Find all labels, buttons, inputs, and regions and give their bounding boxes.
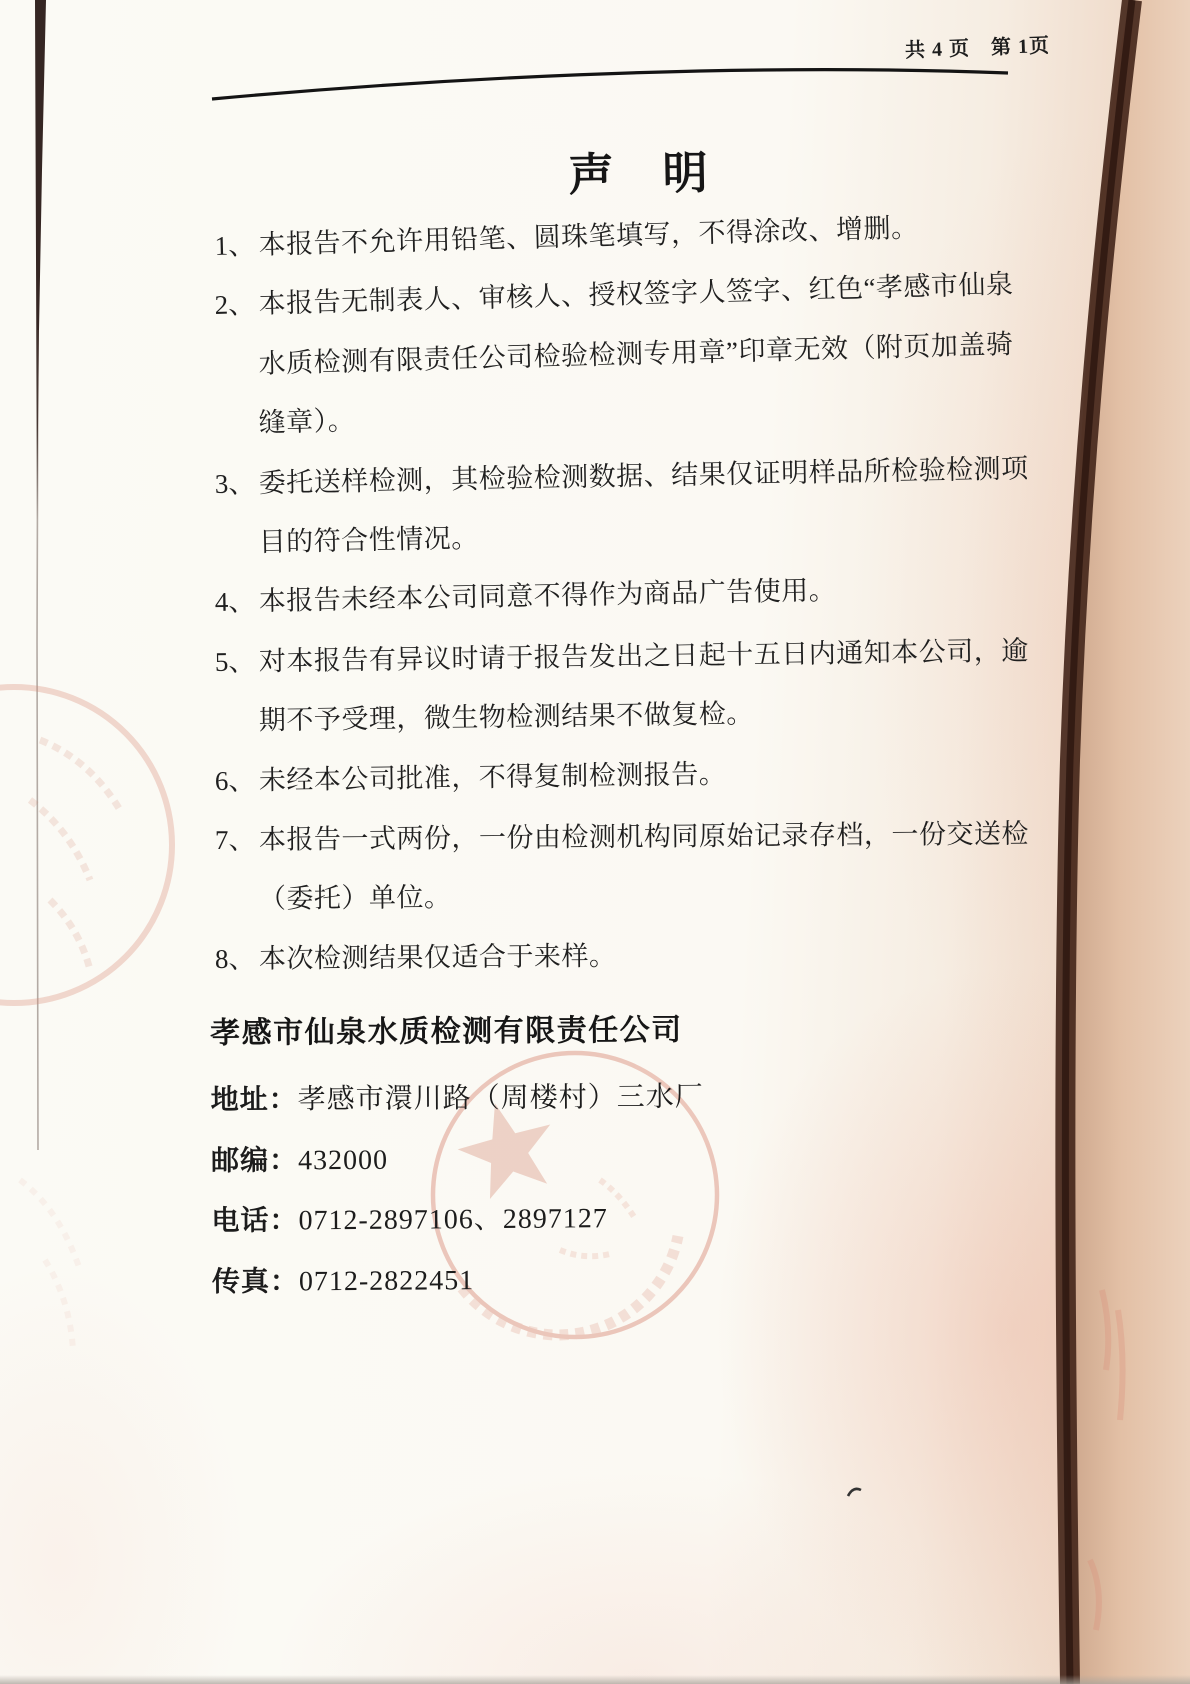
item-number: 2、 [214, 289, 256, 321]
item-number: 1、 [214, 229, 256, 261]
contact-line-postcode [211, 1134, 911, 1199]
declaration-line [215, 934, 1027, 1000]
item-text: （委托）单位。 [258, 882, 452, 914]
contact-value: 0712-2897106、2897127 [298, 1203, 608, 1237]
contact-value: 0712-2822451 [298, 1264, 475, 1297]
page-number-indicator: 共 4 页 第 1页 [904, 34, 1051, 62]
company-info-block [210, 1003, 912, 1320]
contact-line-address [210, 1073, 910, 1138]
item-number: 3、 [214, 467, 256, 499]
item-text: 本报告一式两份，一份由检测机构同原始记录存档，一份交送检 [258, 818, 1030, 855]
left-binding-sliver [35, 0, 46, 520]
contact-label: 地址： [210, 1083, 298, 1115]
contact-line-phone [211, 1194, 911, 1259]
item-number [214, 524, 258, 525]
contact-value: 孝感市澴川路（周楼村）三水厂 [297, 1081, 704, 1116]
left-binding-crease [37, 330, 38, 1150]
declaration-line [214, 816, 1030, 882]
item-text: 委托送样检测，其检验检测数据、结果仅证明样品所检验检测项 [258, 452, 1029, 498]
declaration-list [214, 212, 1030, 1000]
declaration-line [215, 751, 1028, 822]
page-edge-core-line [1065, 0, 1132, 1684]
item-text: 本报告未经本公司同意不得作为商品广告使用。 [258, 575, 837, 617]
partial-seal-text-marks [30, 740, 120, 970]
item-number [214, 405, 258, 406]
item-text: 目的符合性情况。 [258, 522, 480, 558]
item-number: 5、 [214, 646, 256, 677]
header-rule-line [212, 70, 1008, 99]
bottom-scan-edge [0, 1675, 1190, 1684]
item-text: 缝章）。 [258, 405, 356, 439]
item-text: 期不予受理，微生物检测结果不做复检。 [258, 698, 754, 736]
item-text: 本报告无制表人、审核人、授权签字人签字、红色“孝感市仙泉 [258, 269, 1014, 320]
item-text: 本次检测结果仅适合于来样。 [258, 940, 617, 974]
item-text: 对本报告有异议时请于报告发出之日起十五日内通知本公司，逾 [258, 635, 1029, 677]
contact-value: 432000 [297, 1144, 389, 1176]
page-stack-background [1064, 0, 1190, 1684]
company-name: 孝感市仙泉水质检测有限责任公司 [210, 1013, 683, 1050]
stray-ink-mark [848, 1489, 861, 1496]
item-number: 4、 [214, 586, 256, 618]
item-text: 未经本公司批准，不得复制检测报告。 [258, 758, 727, 795]
contact-line-fax [212, 1255, 912, 1320]
contact-label: 传真： [211, 1264, 300, 1297]
item-text: 本报告不允许用铅笔、圆珠笔填写，不得涂改、增删。 [258, 212, 919, 260]
partial-seal-stamp-left [0, 687, 172, 1350]
item-text: 水质检测有限责任公司检验检测专用章”印章无效（附页加盖骑 [258, 328, 1014, 379]
contact-label: 电话： [211, 1204, 299, 1236]
page-edge-shadow [1065, 0, 1132, 1684]
contact-label: 邮编： [210, 1143, 299, 1176]
item-number: 7、 [214, 824, 256, 855]
item-number [215, 703, 259, 704]
item-number: 8、 [214, 943, 256, 974]
document-title: 声 明 [568, 148, 710, 201]
partial-seal-lower-marks [20, 1180, 80, 1350]
declaration-line [215, 875, 1027, 941]
edge-red-smudge [1090, 1290, 1123, 1630]
item-number: 6、 [214, 764, 256, 796]
declaration-line [215, 692, 1028, 763]
